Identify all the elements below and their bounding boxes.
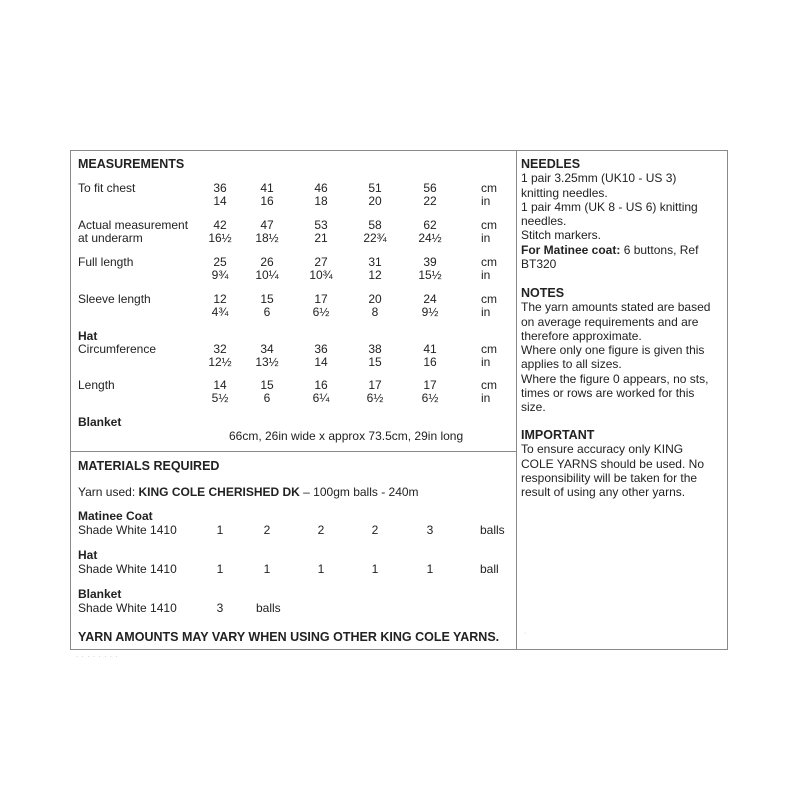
cm-value: 41 <box>260 181 274 195</box>
ball-count: 2 <box>371 523 379 537</box>
ball-count: 1 <box>263 562 271 576</box>
needles-list <box>521 171 721 242</box>
material-title: Blanket <box>78 587 122 601</box>
yarn-suffix: – 100gm balls - 240m <box>299 485 419 499</box>
cm-value: 58 <box>368 218 382 232</box>
row-label: To fit chest <box>78 181 136 195</box>
cm-value: 38 <box>368 342 382 356</box>
cm-value: 41 <box>423 342 437 356</box>
ball-count: 1 <box>216 562 224 576</box>
cm-value: 26 <box>260 255 274 269</box>
blanket-size: 66cm, 26in wide x approx 73.5cm, 29in long <box>229 429 464 443</box>
in-value: 21 <box>314 231 328 245</box>
matinee-buttons <box>521 243 721 257</box>
in-value: 6½ <box>366 391 384 405</box>
in-value: 12 <box>368 268 382 282</box>
cm-value: 31 <box>368 255 382 269</box>
cm-value: 14 <box>213 378 227 392</box>
notes-line: applies to all sizes. <box>521 357 622 372</box>
materials-heading: MATERIALS REQUIRED <box>78 459 220 473</box>
button-ref: BT320 <box>521 257 557 272</box>
notes-line: Where the figure 0 appears, no sts, <box>521 371 709 386</box>
in-value: 6½ <box>312 305 330 319</box>
section-divider <box>70 451 517 452</box>
cm-value: 34 <box>260 342 274 356</box>
cm-value: 16 <box>314 378 328 392</box>
important-line: To ensure accuracy only KING <box>521 442 684 457</box>
important-line: COLE YARNS should be used. No <box>521 456 704 471</box>
cm-value: 47 <box>260 218 274 232</box>
ball-unit: balls <box>480 523 505 537</box>
needles-line: Stitch markers. <box>521 228 602 243</box>
unit-in: in <box>481 391 491 405</box>
needles-line: 1 pair 4mm (UK 8 - US 6) knitting <box>521 199 698 214</box>
cm-value: 24 <box>423 292 437 306</box>
cm-value: 32 <box>213 342 227 356</box>
important-heading: IMPORTANT <box>521 428 595 442</box>
ball-count: 2 <box>317 523 325 537</box>
ball-count: 3 <box>216 601 224 615</box>
unit-cm: cm <box>481 218 497 232</box>
notes-line: times or rows are worked for this <box>521 386 695 401</box>
in-value: 6¼ <box>312 391 330 405</box>
ball-count: 3 <box>426 523 434 537</box>
unit-in: in <box>481 355 491 369</box>
in-value: 14 <box>314 355 328 369</box>
blanket-label: Blanket <box>78 415 122 429</box>
row-label: Length <box>78 378 115 392</box>
cm-value: 15 <box>260 378 274 392</box>
cm-value: 15 <box>260 292 274 306</box>
in-value: 9¾ <box>211 268 229 282</box>
needles-line: needles. <box>521 214 567 229</box>
notes-line: size. <box>521 400 546 415</box>
in-value: 22¾ <box>363 231 387 245</box>
ball-count: 1 <box>317 562 325 576</box>
notes-list <box>521 300 721 414</box>
in-value: 15½ <box>418 268 442 282</box>
row-label: Actual measurement <box>78 218 189 232</box>
cm-value: 42 <box>213 218 227 232</box>
in-value: 9½ <box>421 305 439 319</box>
notes-heading: NOTES <box>521 286 565 300</box>
in-value: 6 <box>263 391 271 405</box>
cm-value: 27 <box>314 255 328 269</box>
row-label: at underarm <box>78 231 143 245</box>
cm-value: 17 <box>368 378 382 392</box>
ball-count: 1 <box>216 523 224 537</box>
material-shade: Shade White 1410 <box>78 562 177 576</box>
matinee-label: For Matinee coat: <box>521 242 621 257</box>
in-value: 15 <box>368 355 382 369</box>
cm-value: 53 <box>314 218 328 232</box>
material-shade: Shade White 1410 <box>78 601 177 615</box>
cm-value: 17 <box>314 292 328 306</box>
important-list <box>521 442 721 499</box>
yarn-prefix: Yarn used: <box>78 485 139 499</box>
notes-line: on average requirements and are <box>521 314 699 329</box>
important-section <box>521 428 721 499</box>
notes-line: therefore approximate. <box>521 328 642 343</box>
cm-value: 56 <box>423 181 437 195</box>
in-value: 16½ <box>208 231 232 245</box>
row-label: Sleeve length <box>78 292 151 306</box>
unit-in: in <box>481 194 491 208</box>
row-label: Circumference <box>78 342 157 356</box>
needles-section <box>521 157 721 271</box>
unit-cm: cm <box>481 342 497 356</box>
in-value: 12½ <box>208 355 232 369</box>
measurements-heading: MEASUREMENTS <box>78 157 185 171</box>
cm-value: 51 <box>368 181 382 195</box>
in-value: 8 <box>371 305 379 319</box>
column-divider <box>516 150 517 650</box>
needles-line: knitting needles. <box>521 185 608 200</box>
material-shade: Shade White 1410 <box>78 523 177 537</box>
in-value: 6 <box>263 305 271 319</box>
unit-cm: cm <box>481 255 497 269</box>
in-value: 10¼ <box>255 268 279 282</box>
material-title: Matinee Coat <box>78 509 153 523</box>
needles-heading: NEEDLES <box>521 157 581 171</box>
ball-count: 2 <box>263 523 271 537</box>
ball-count: 1 <box>426 562 434 576</box>
in-value: 6½ <box>421 391 439 405</box>
in-value: 18½ <box>255 231 279 245</box>
cm-value: 20 <box>368 292 382 306</box>
unit-cm: cm <box>481 378 497 392</box>
needles-line: 1 pair 3.25mm (UK10 - US 3) <box>521 171 677 186</box>
cm-value: 46 <box>314 181 328 195</box>
cm-value: 36 <box>314 342 328 356</box>
ball-unit: ball <box>480 562 499 576</box>
row-label: Full length <box>78 255 134 269</box>
in-value: 22 <box>423 194 437 208</box>
unit-in: in <box>481 231 491 245</box>
in-value: 20 <box>368 194 382 208</box>
in-value: 10¾ <box>309 268 333 282</box>
unit-cm: cm <box>481 181 497 195</box>
yarn-warning: YARN AMOUNTS MAY VARY WHEN USING OTHER KING COLE YARNS. <box>78 630 500 644</box>
notes-line: The yarn amounts stated are based <box>521 300 711 315</box>
important-line: responsibility will be taken for the <box>521 470 698 485</box>
in-value: 24½ <box>418 231 442 245</box>
unit-cm: cm <box>481 292 497 306</box>
in-value: 5½ <box>211 391 229 405</box>
in-value: 18 <box>314 194 328 208</box>
cm-value: 25 <box>213 255 227 269</box>
in-value: 13½ <box>255 355 279 369</box>
ball-count: 1 <box>371 562 379 576</box>
notes-section <box>521 286 721 415</box>
cm-value: 62 <box>423 218 437 232</box>
unit-in: in <box>481 268 491 282</box>
cm-value: 36 <box>213 181 227 195</box>
ball-unit: balls <box>256 601 281 615</box>
notes-line: Where only one figure is given this <box>521 343 705 358</box>
cm-value: 12 <box>213 292 227 306</box>
footer-mark: · · · · · · · · <box>76 654 119 660</box>
in-value: 16 <box>260 194 274 208</box>
unit-in: in <box>481 305 491 319</box>
in-value: 16 <box>423 355 437 369</box>
important-line: result of using any other yarns. <box>521 485 686 500</box>
in-value: 4¾ <box>211 305 229 319</box>
material-title: Hat <box>78 548 98 562</box>
in-value: 14 <box>213 194 227 208</box>
small-mark: · <box>524 630 527 637</box>
cm-value: 39 <box>423 255 437 269</box>
hat-subheading: Hat <box>78 329 98 343</box>
yarn-used <box>78 485 419 499</box>
yarn-name: KING COLE CHERISHED DK <box>138 485 300 499</box>
matinee-buttons-text: 6 buttons, Ref <box>620 242 699 257</box>
cm-value: 17 <box>423 378 437 392</box>
